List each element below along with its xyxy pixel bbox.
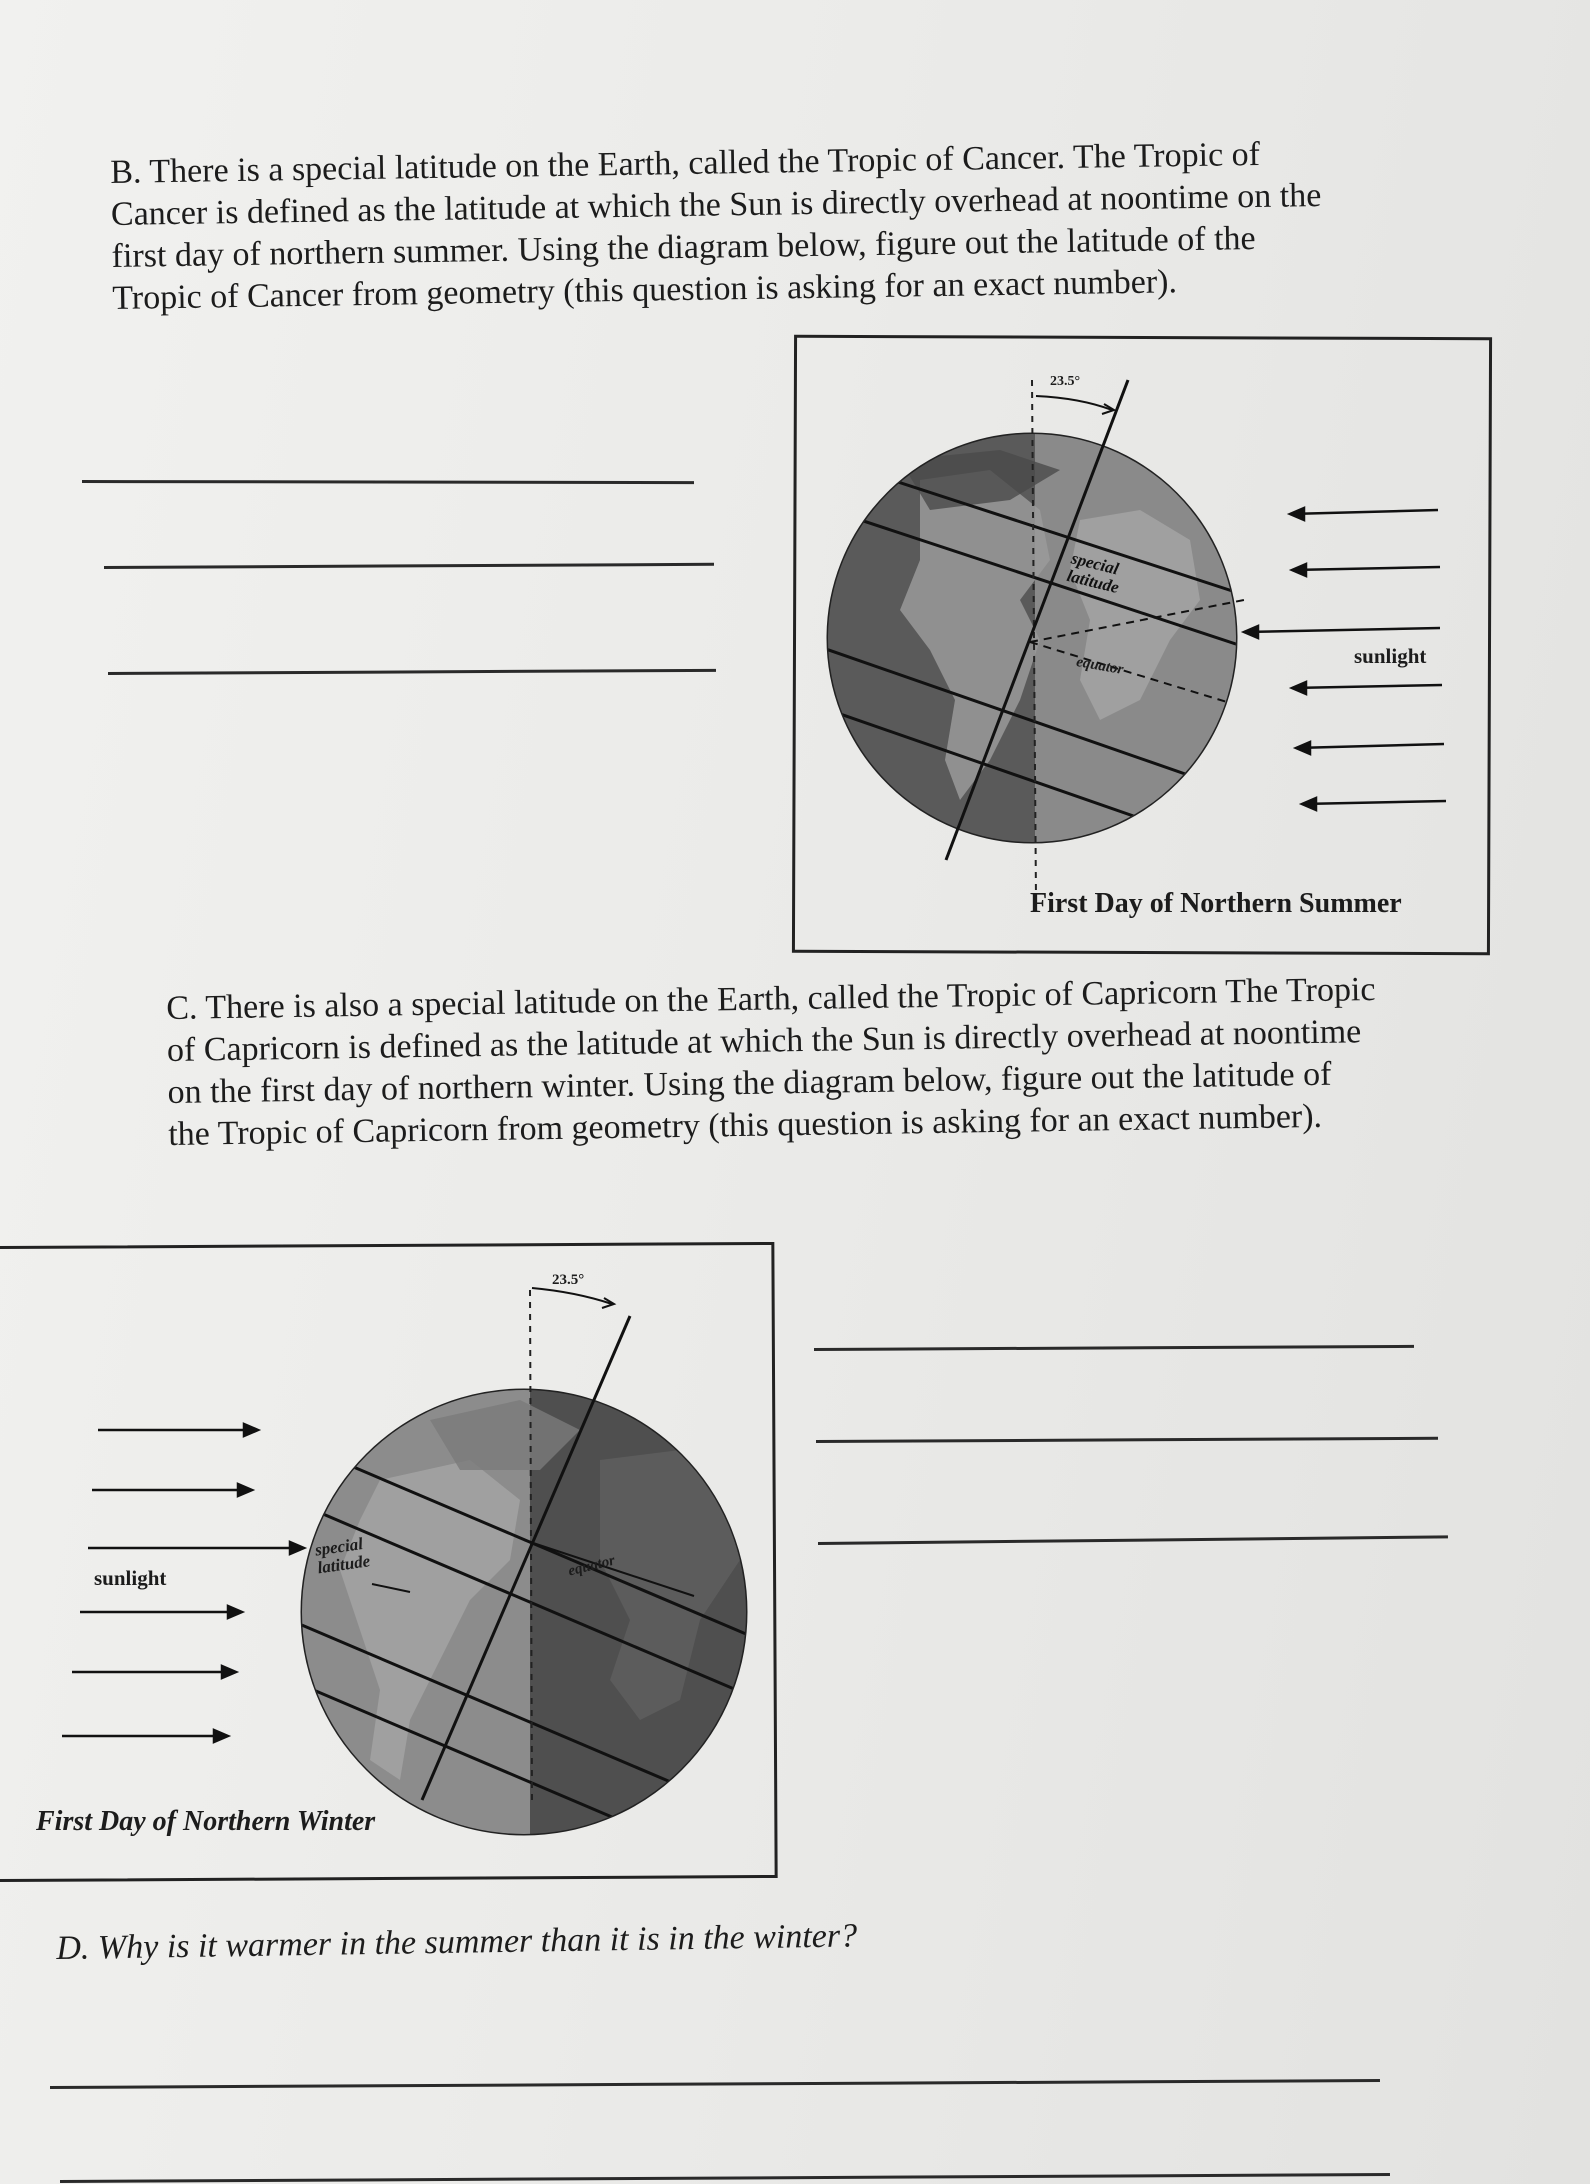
winter-diagram-caption: First Day of Northern Winter — [36, 1806, 376, 1837]
summer-sunlight-label: sunlight — [1354, 644, 1427, 668]
winter-sunlight-label: sunlight — [94, 1566, 167, 1590]
summer-earth-globe — [800, 380, 1260, 900]
winter-angle-label: 23.5° — [552, 1272, 585, 1288]
summer-angle-label: 23.5° — [1050, 374, 1081, 389]
question-b-text: B. There is a special latitude on the Earth, called the Tropic of Cancer. The Tropic of Cancer is defined as the latitude at which the Sun is directly overhead at noontime on the first day of northern summer. Using the diagram below, figure out the latitude of the Tropic of Cancer from geometry (this question is asking for an exact number). — [110, 135, 1322, 317]
summer-special-latitude-label: special latitude — [1065, 548, 1121, 598]
winter-special-latitude-label: special latitude — [313, 1534, 372, 1578]
winter-equator-label: equator — [566, 1552, 617, 1580]
summer-diagram-caption: First Day of Northern Summer — [1030, 888, 1402, 919]
summer-equator-label: equator — [1075, 654, 1125, 679]
question-d-text: D. Why is it warmer in the summer than it is in the winter? — [56, 1917, 858, 1967]
question-c-text: C. There is also a special latitude on the Earth, called the Tropic of Capricorn The Tropic of Capricorn is defined as the latitude at which the Sun is directly overhead at noontime on the first day of northern winter. Using the diagram below, figure out the latitude of the Tropic of Capricorn from geometry (this question is asking for an exact number). — [166, 971, 1376, 1153]
